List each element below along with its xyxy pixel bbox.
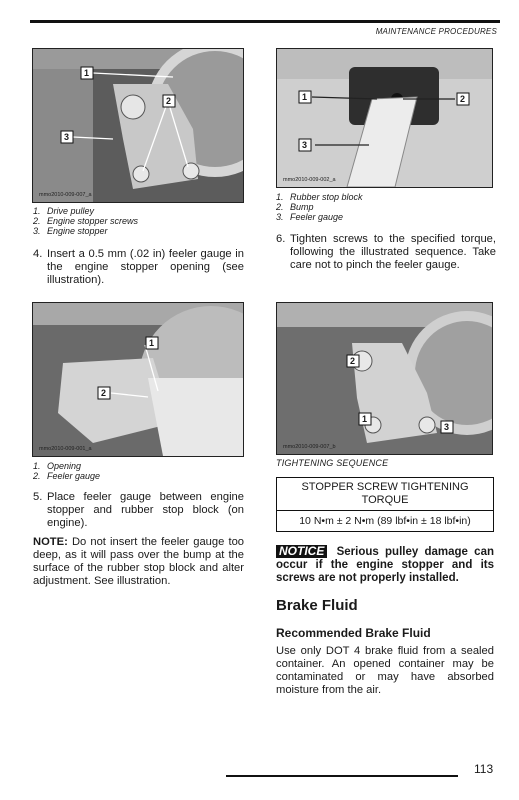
callout-3: 3 — [64, 132, 70, 142]
legend-item: 3. Engine stopper — [33, 226, 108, 236]
legend-fig1 — [33, 206, 138, 236]
page-number: 113 — [474, 762, 494, 776]
torque-value: 10 N•m ± 2 N•m (89 lbf•in ± 18 lbf•in) — [277, 511, 494, 532]
callout-2: 2 — [166, 96, 172, 106]
legend-item: 1. Rubber stop block — [276, 192, 363, 202]
section-heading-brake-fluid: Brake Fluid — [276, 597, 358, 614]
notice-badge: NOTICE — [276, 545, 327, 558]
callout-3: 3 — [444, 422, 450, 432]
header-rule — [30, 20, 500, 23]
notice-text: Serious pulley damage can occur if the engine stopper and its screws are not properly installed. — [276, 546, 494, 584]
step-5: 5. Place feeler gauge between engine stopper and rubber stop block (on engine). — [33, 491, 244, 529]
subheading-recommended-brake-fluid: Recommended Brake Fluid — [276, 626, 431, 640]
figure-rubber-stop-photo — [276, 48, 493, 188]
figure-id: mmo2010-009-007_b — [283, 444, 336, 450]
note-text: Do not insert the feeler gauge too deep, as it will pass over the bump at the surface of the rubber stop block and alter adjustment. See illustration. — [33, 536, 245, 587]
legend-item: 3. Feeler gauge — [276, 212, 344, 222]
torque-table — [276, 477, 494, 532]
callout-2: 2 — [350, 356, 356, 366]
figure-id: mmo2010-009-001_a — [39, 446, 92, 452]
legend-item: 2. Engine stopper screws — [33, 216, 139, 226]
callout-1: 1 — [362, 414, 368, 424]
callout-1: 1 — [149, 338, 155, 348]
brake-fluid-text: Use only DOT 4 brake fluid from a sealed container. An opened container may be contaminated or may have absorbed moisture from the air. — [276, 645, 494, 696]
callout-1: 1 — [302, 92, 308, 102]
step-6: 6. Tighten screws to the specified torque, following the illustrated sequence. Take care not to pinch the feeler gauge. — [276, 233, 496, 271]
callout-1: 1 — [84, 68, 90, 78]
callout-2: 2 — [460, 94, 466, 104]
legend-item: 1. Opening — [33, 461, 82, 471]
torque-header: STOPPER SCREW TIGHTENING TORQUE — [277, 478, 494, 511]
figure-tightening-photo — [276, 302, 493, 455]
section-label: MAINTENANCE PROCEDURES — [375, 27, 497, 36]
note — [33, 536, 244, 588]
step-4: 4. Insert a 0.5 mm (.02 in) feeler gauge in the engine stopper opening (see illustration). — [33, 248, 244, 286]
legend-fig3 — [33, 461, 100, 481]
callout-3: 3 — [302, 140, 308, 150]
figure-id: mmo2010-009-007_a — [39, 192, 92, 198]
figure-drive-pulley-photo — [32, 48, 244, 203]
legend-item: 1. Drive pulley — [33, 206, 95, 216]
legend-item: 2. Feeler gauge — [33, 471, 101, 481]
legend-item: 2. Bump — [276, 202, 314, 212]
figure-id: mmo2010-009-002_a — [283, 177, 336, 183]
notice — [276, 545, 494, 585]
footer-rule — [226, 775, 458, 777]
callout-2: 2 — [101, 388, 107, 398]
figure-opening-photo — [32, 302, 244, 457]
tightening-caption: TIGHTENING SEQUENCE — [276, 458, 389, 468]
legend-fig2 — [276, 192, 363, 222]
note-label: NOTE: — [33, 536, 68, 548]
